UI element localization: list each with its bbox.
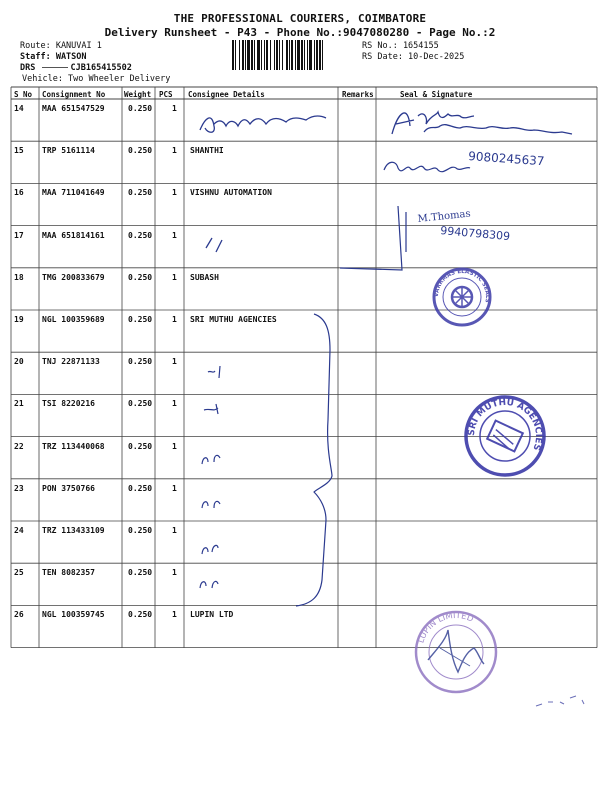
cell-weight: 0.250 [128,315,153,324]
cell-consignment: MAA 651814161 [42,230,105,240]
cell-sno: 14 [14,104,24,113]
cell-pcs: 1 [172,146,177,156]
cell-sno: 24 [14,526,24,535]
ditto-row20 [208,366,220,378]
cell-consignment: NGL 100359745 [42,610,105,620]
col-header-seal: Seal & Signature [400,90,473,99]
vehicle-label: Vehicle: Two Wheeler Delivery [22,74,171,84]
col-header-weight: Weight [124,90,152,99]
cell-weight: 0.250 [128,526,153,535]
cell-consignment: NGL 100359689 [42,315,105,324]
cell-pcs: 1 [172,272,177,282]
cell-consignee: LUPIN LTD [190,610,234,620]
runsheet-subtitle: Delivery Runsheet - P43 - Phone No.:9047080280 - Page No.:2 [104,26,496,39]
ditto-row21 [204,404,218,414]
cell-pcs: 1 [172,610,177,620]
cell-pcs: 1 [172,483,177,493]
cell-consignee: SUBASH [190,272,219,282]
cell-weight: 0.250 [128,568,153,578]
signature-row14-consignee [200,116,326,132]
cell-weight: 0.250 [128,104,153,113]
cell-weight: 0.250 [128,441,153,451]
cell-pcs: 1 [172,568,177,578]
cell-pcs: 1 [172,104,177,113]
col-header-remarks: Remarks [342,90,374,99]
curly-brace-rows-19-26 [296,314,332,606]
ditto-row23 [202,501,220,508]
cell-consignment: TEN 8082357 [42,568,95,578]
cell-sno: 21 [14,399,24,409]
handwritten-phone-2: 9940798309 [439,224,511,244]
cell-consignee: SRI MUTHU AGENCIES [190,315,277,324]
cell-weight: 0.250 [128,399,153,409]
cell-pcs: 1 [172,357,177,367]
rs-date: RS Date: 10-Dec-2025 [362,52,465,62]
drs-prefix: DRS [20,63,41,73]
cell-weight: 0.250 [128,610,153,620]
cell-consignment: PON 3750766 [42,483,95,493]
stamp-sri-muthu-text: SRI MUTHU AGENCIES [466,397,544,452]
cell-pcs: 1 [172,315,177,324]
scribble-row15 [384,162,470,171]
cell-sno: 26 [14,610,24,620]
col-header-consignment: Consignment No [42,90,106,99]
handwritten-phone-1: 9080245637 [467,149,545,169]
col-header-pcs: PCS [159,90,173,99]
signature-row26-seal [428,630,484,672]
cell-sno: 16 [14,188,24,198]
cell-pcs: 1 [172,188,177,198]
cell-pcs: 1 [172,441,177,451]
cell-consignment: TMG 200833679 [42,272,105,282]
cell-weight: 0.250 [128,230,153,240]
cell-pcs: 1 [172,230,177,240]
handwritten-name-note: M.Thomas [417,208,472,225]
cell-consignee: SHANTHI [190,146,224,156]
cell-pcs: 1 [172,399,177,409]
cell-consignment: MAA 651547529 [42,104,105,113]
cell-sno: 20 [14,357,24,367]
drs-value: CJB165415502 [70,63,132,73]
ditto-row24 [202,545,218,554]
cell-sno: 17 [14,230,24,240]
ditto-row17 [206,238,222,252]
stamp-lupin-text: LUPIN LIMITED [416,610,475,645]
rs-number: RS No.: 1654155 [362,41,439,51]
cell-consignment: TNJ 22871133 [42,357,100,367]
stamp-varrmas-text: VARRMAS ELASTIC SEALS [433,268,491,303]
stamp-lupin [416,611,496,692]
cell-weight: 0.250 [128,188,153,198]
staff-label: Staff: WATSON [20,52,87,62]
ditto-row22 [202,455,220,464]
company-title: THE PROFESSIONAL COURIERS, COIMBATORE [173,12,427,25]
cell-consignment: MAA 711041649 [42,188,105,198]
route-label: Route: KANUVAI 1 [20,41,102,51]
stamp-sri-muthu [466,397,544,475]
cell-sno: 25 [14,568,24,578]
cell-pcs: 1 [172,526,177,535]
bracket-rows-16-17 [340,206,406,270]
stamp-varrmas [434,269,490,325]
signature-row14-seal [392,112,572,134]
ditto-row25 [200,581,218,588]
col-header-consignee: Consignee Details [188,90,265,99]
cell-weight: 0.250 [128,483,153,493]
cell-weight: 0.250 [128,357,153,367]
cell-sno: 15 [14,146,24,156]
cell-consignment: TRZ 113440068 [42,441,105,451]
cell-sno: 19 [14,315,24,324]
cell-weight: 0.250 [128,146,153,156]
cell-consignment: TSI 8220216 [42,399,95,409]
faint-marks [536,696,584,706]
cell-sno: 18 [14,272,24,282]
cell-consignee: VISHNU AUTOMATION [190,188,272,198]
cell-consignment: TRZ 113433109 [42,526,105,535]
cell-consignment: TRP 5161114 [42,146,95,156]
cell-sno: 22 [14,441,24,451]
cell-sno: 23 [14,483,24,493]
cell-weight: 0.250 [128,272,153,282]
col-header-sno: S No [14,90,33,99]
